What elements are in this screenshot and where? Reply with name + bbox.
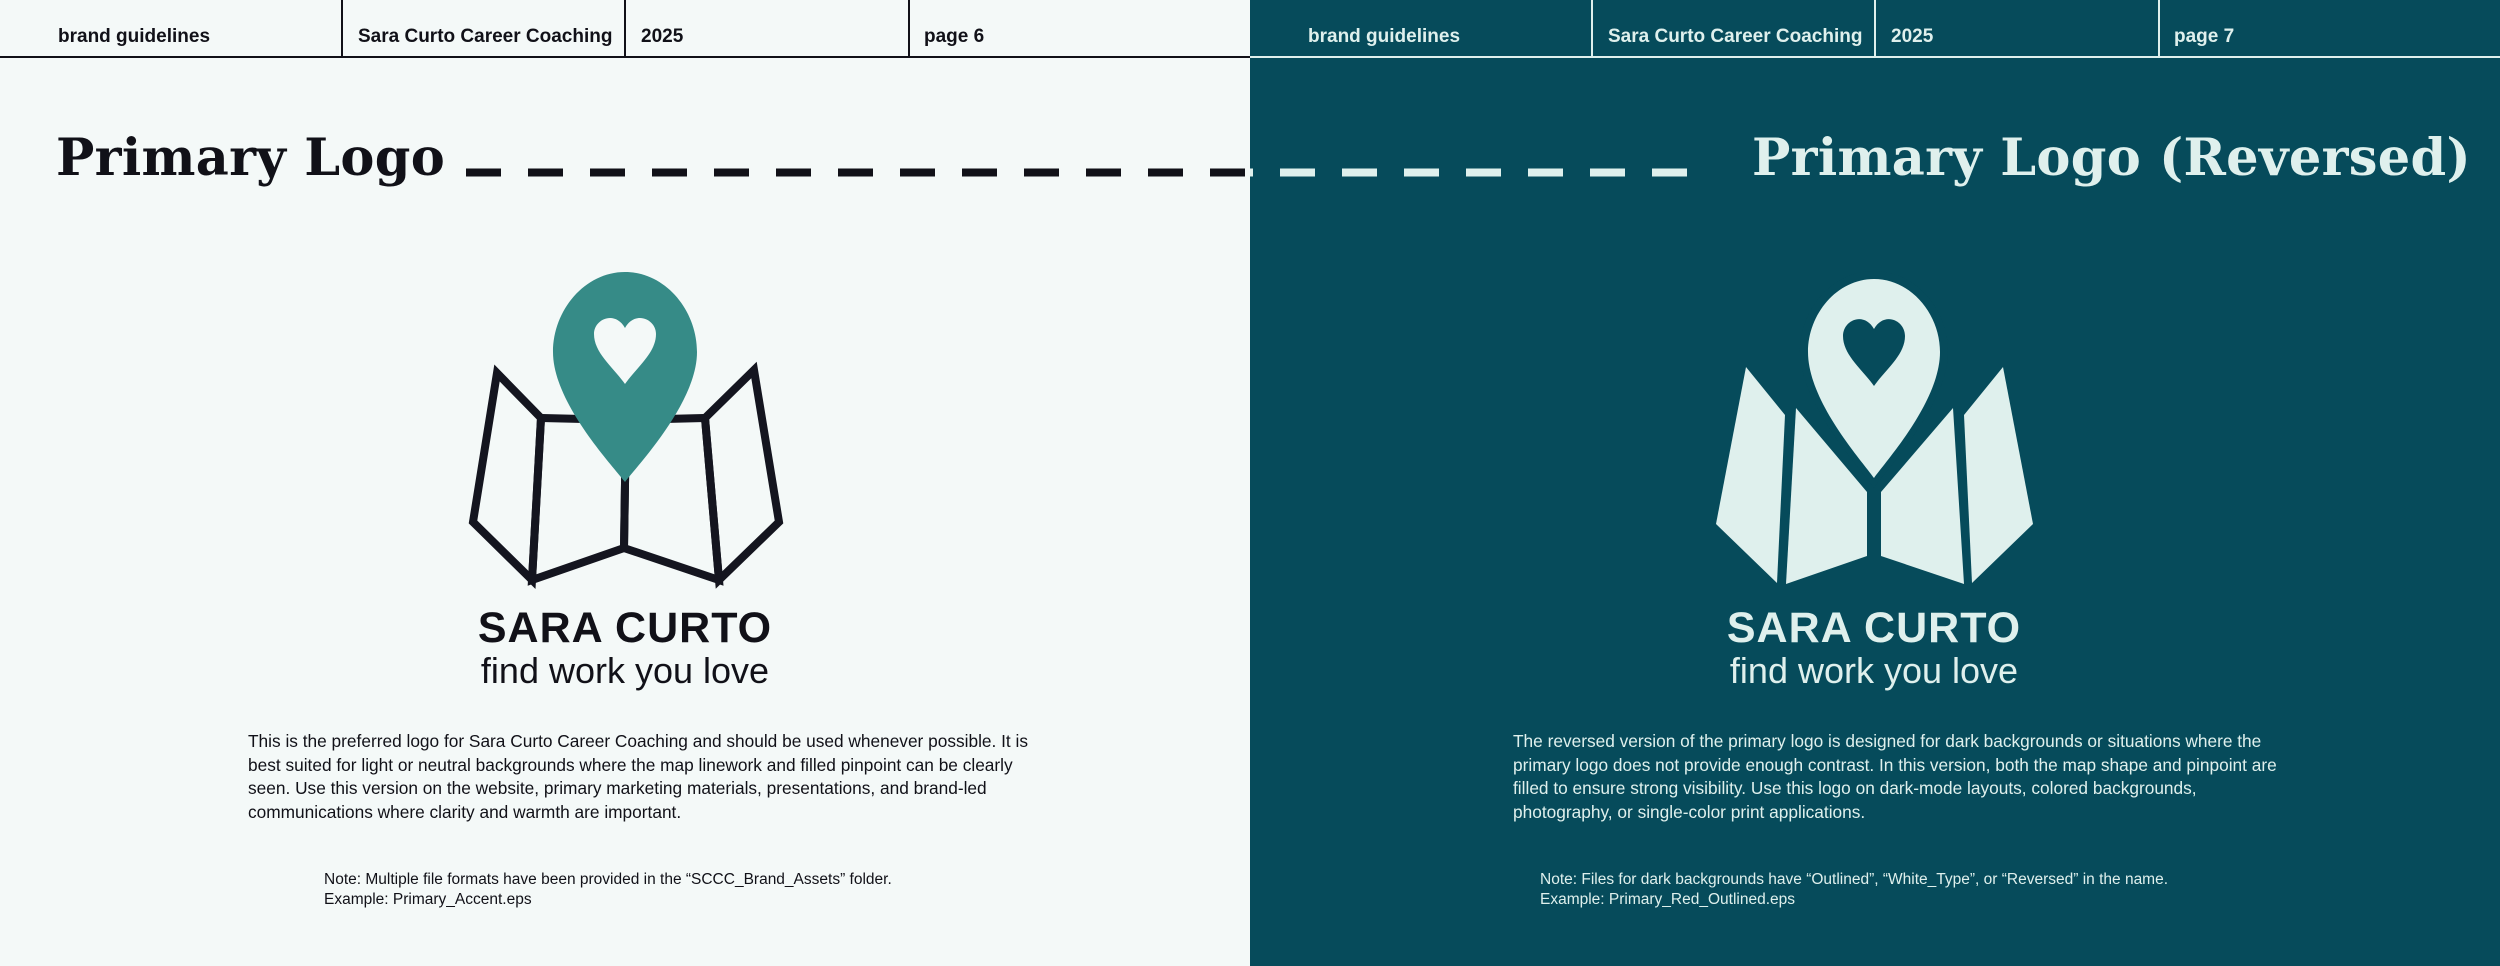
header-page-number: page 6 [924, 25, 985, 47]
header-year: 2025 [1891, 25, 1934, 47]
logo-tagline: find work you love [480, 650, 770, 691]
map-panel-left [1716, 367, 1785, 583]
note-line: Note: Multiple file formats have been provided in the “SCCC_Brand_Assets” folder. [324, 871, 892, 888]
header-company: Sara Curto Career Coaching [358, 25, 613, 47]
page-title: Primary Logo (Reversed) [1752, 128, 2471, 188]
header-section: brand guidelines [1308, 25, 1461, 47]
logo-wordmark: SARA CURTO [1726, 604, 2022, 652]
note-example: Example: Primary_Red_Outlined.eps [1540, 891, 1796, 908]
header-divider [908, 0, 910, 57]
logo-description: This is the preferred logo for Sara Curto Career Coaching and should be used whenever possible. It is best suited for light or neutral backgrounds where the map linework and filled pinpoint can be clearly seen. Use this version on the website, primary marketing materials, presentations, and brand-led communications where clarity and warmth are important. [248, 731, 1029, 822]
header-page-number: page 7 [2174, 25, 2235, 47]
map-panel-right [1964, 367, 2033, 583]
header-divider [1874, 0, 1876, 57]
reversed-logo-icon [1704, 270, 2044, 590]
file-note [1540, 870, 2168, 910]
header-divider [1591, 0, 1593, 57]
dashed-divider [1250, 168, 1710, 177]
page-7 [1250, 0, 2500, 966]
dashed-divider [466, 168, 1250, 177]
page-header [0, 0, 1250, 58]
logo-tagline: find work you love [1729, 650, 2019, 691]
header-divider [624, 0, 626, 57]
header-company: Sara Curto Career Coaching [1608, 25, 1863, 47]
map-panel-right [705, 370, 779, 580]
logo-wordmark: SARA CURTO [477, 604, 773, 652]
note-example: Example: Primary_Accent.eps [324, 891, 532, 908]
header-divider [2158, 0, 2160, 57]
header-divider [341, 0, 343, 57]
note-line: Note: Files for dark backgrounds have “Outlined”, “White_Type”, or “Reversed” in the name. [1540, 871, 2169, 888]
header-section: brand guidelines [58, 25, 211, 47]
file-note [324, 870, 892, 910]
page-header [1250, 0, 2500, 58]
logo-description: The reversed version of the primary logo is designed for dark backgrounds or situations where the primary logo does not provide enough contrast. In this version, both the map shape and pinpoint are filled to ensure strong visibility. Use this logo on dark-mode layouts, colored backgrounds, photography, or single-color print applications. [1513, 731, 2277, 822]
header-year: 2025 [641, 25, 684, 47]
page-title: Primary Logo [56, 128, 446, 188]
primary-logo-icon [455, 270, 795, 590]
